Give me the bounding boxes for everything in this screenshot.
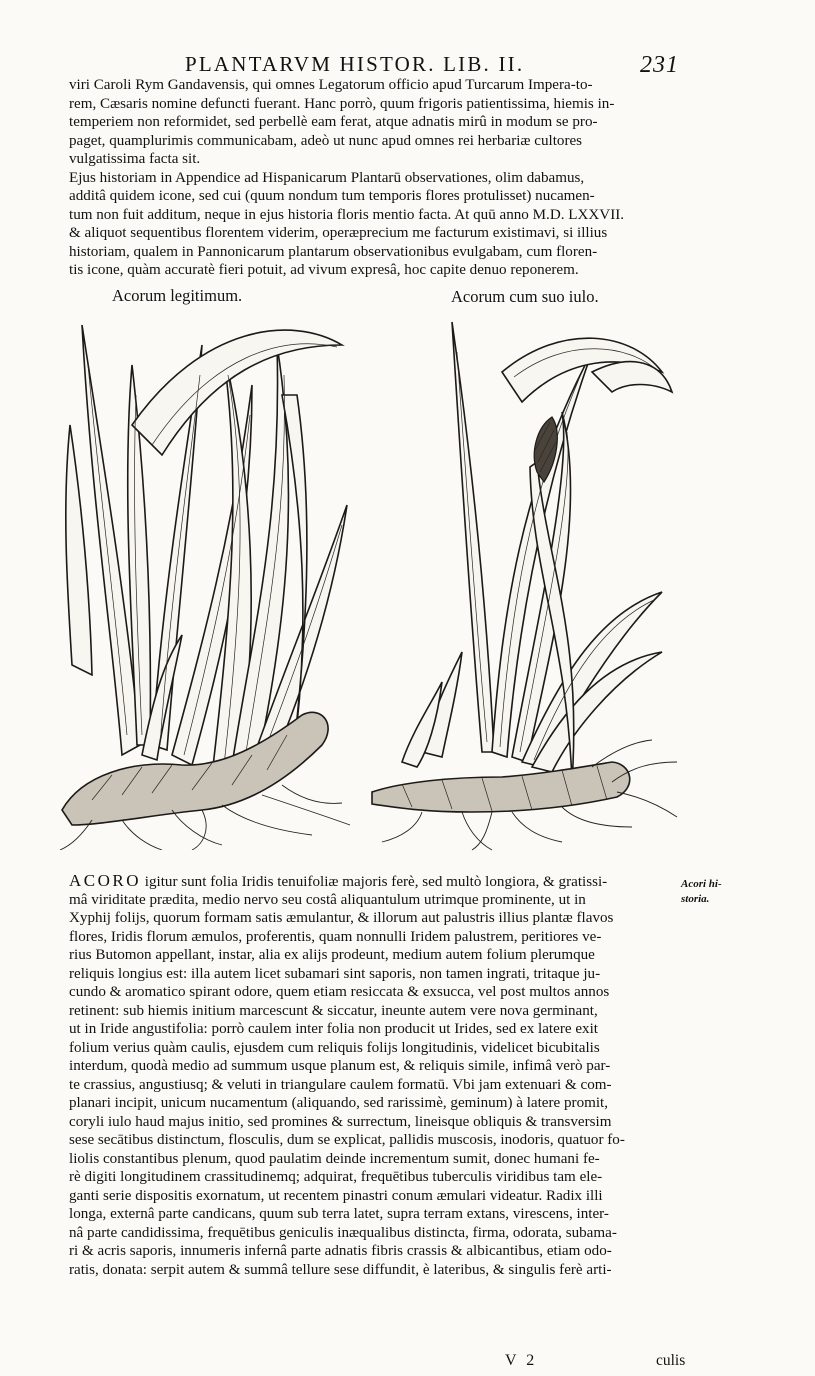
marginal-note-line2: storia.: [681, 893, 710, 905]
running-head: PLANTARVM HISTOR. LIB. II.: [185, 52, 525, 76]
text-line: ut in Iride angustifolia: porrò caulem inter folia non producit ut Irides, sed ex latere exit: [69, 1021, 598, 1037]
text-line: temperiem non reformidet, sed perbellè eam ferat, atque adnatis mirû in modum se pro-: [69, 114, 598, 130]
text-line: paget, quamplurimis communicabam, adeò ut nunc apud omnes rei herbariæ cultores: [69, 132, 583, 149]
text-line: [69, 872, 687, 891]
text-line: cundo & aromatico spirant odore, quem etiam resiccata & exsucca, vel post multos annos: [69, 984, 610, 1000]
rhizome: [372, 762, 630, 812]
text-line: ganti serie dispositis exornatum, ut recentem pinastri conum æmulari videatur. Radix illi: [69, 1187, 603, 1204]
leaves: [66, 325, 347, 775]
woodcut-acorum-legitimum: [52, 305, 352, 850]
text-line: interdum, quodà medio ad summum usque planum est, & reliquis simile, infimâ verò par-: [69, 1058, 611, 1074]
text-line: Xyphij folijs, quorum formam satis æmulantur, & illorum aut palustris illius plantæ flavos: [69, 910, 614, 926]
text-line: historiam, qualem in Pannonicarum plantarum observationibus evulgabam, cum floren-: [69, 243, 598, 260]
caption-acorum-cum-iulo: Acorum cum suo iulo.: [451, 287, 599, 306]
text-line: planari incipit, unicum nucamentum (aliquando, sed rarissimè, geminum) à latere promit,: [69, 1095, 609, 1111]
text-line: rè digiti longitudinem crassitudinemq; adquirat, frequētibus tuberculis viridibus tam ele-: [69, 1169, 603, 1185]
text-line: sese secātibus distinctum, flosculis, dum se explicat, pallidis muscosis, inodoris, quatuor fo-: [69, 1132, 625, 1148]
leaves: [402, 322, 672, 782]
page-number: 231: [640, 52, 679, 78]
main-description: [69, 872, 687, 1279]
caption-acorum-legitimum: Acorum legitimum.: [112, 286, 243, 305]
text-line: Ejus historiam in Appendice ad Hispanicarum Plantarū observationes, olim dabamus,: [69, 169, 585, 186]
catchword: culis: [656, 1352, 686, 1369]
marginal-note-line1: Acori hi-: [681, 878, 722, 890]
text-line: & aliquot sequentibus florentem viderim, operæprecium me facturum existimavi, si illius: [69, 225, 608, 241]
woodcut-acorum-cum-iulo: [362, 312, 682, 852]
top-paragraphs: [69, 76, 687, 280]
text-line: viri Caroli Rym Gandavensis, qui omnes Legatorum officio apud Turcarum Impera-to-: [69, 77, 593, 93]
text-line: ri & acris saporis, innumeris infernâ parte adnatis fibris crassis & albicantibus, etiam odo-: [69, 1243, 612, 1259]
signature-mark: V 2: [505, 1352, 538, 1369]
text-line: rem, Cæsaris nomine defuncti fuerant. Hanc porrò, quum frigoris patientissima, hiemis in-: [69, 95, 615, 112]
text-line: longa, externâ parte candicans, quum sub terra latet, supra terram extans, virescens, inter-: [69, 1206, 609, 1222]
text-line: rius Butomon appellant, instar, alia ex alijs prodeunt, medium autem folium plerumque: [69, 947, 595, 963]
text-line: tum non fuit additum, neque in ejus historia floris mentio facta. At quū anno M.D. LXXVII.: [69, 206, 625, 223]
text-line: mâ viriditate prædita, medio nervo seu costâ aliquantulum utrimque prominente, ut in: [69, 891, 586, 908]
text-line: folium verius quàm caulis, ejusdem cum reliquis folijs longitudinis, videlicet bicubitalis: [69, 1039, 600, 1056]
text-line: flores, Iridis florum æmulos, proferentis, quam nonnulli Iridem palustrem, peritiores ve-: [69, 928, 602, 945]
first-line-rest: igitur sunt folia Iridis tenuifoliæ majoris ferè, sed multò longiora, & gratissi-: [141, 874, 608, 890]
text-line: coryli iulo haud majus initio, sed promines & surrectum, lineisque obliquis & transversim: [69, 1113, 612, 1130]
text-line: tis icone, quàm accuratè fieri potuit, ad vivum expresâ, hoc capite denuo reponerem.: [69, 262, 579, 278]
text-line: ratis, donata: serpit autem & summâ tellure sese diffundit, è lateribus, & singulis ferè arti-: [69, 1261, 612, 1278]
text-line: vulgatissima facta sit.: [69, 151, 201, 167]
text-line: liolis constantibus plenum, quod paulatim deinde incrementum sumit, donec humani fe-: [69, 1150, 600, 1167]
text-line: te crassius, angustiusq; & veluti in triangulare caulem formatū. Vbi jam extenuari & com-: [69, 1076, 612, 1093]
text-line: nâ parte candidissima, frequētibus geniculis inæqualibus distincta, firma, odorata, subama-: [69, 1224, 617, 1241]
opening-word: ACORO: [69, 872, 142, 890]
text-line: retinent: sub hiemis initium marcescunt & siccatur, ineunte autem vere nova germinant,: [69, 1002, 598, 1019]
text-line: additâ quidem icone, sed cui (quum nondum tum temporis flores protulisset) nucamen-: [69, 188, 595, 204]
text-line: reliquis longius est: illa autem licet subamari sint saporis, non tamen ingrati, tritaque ju-: [69, 965, 601, 982]
